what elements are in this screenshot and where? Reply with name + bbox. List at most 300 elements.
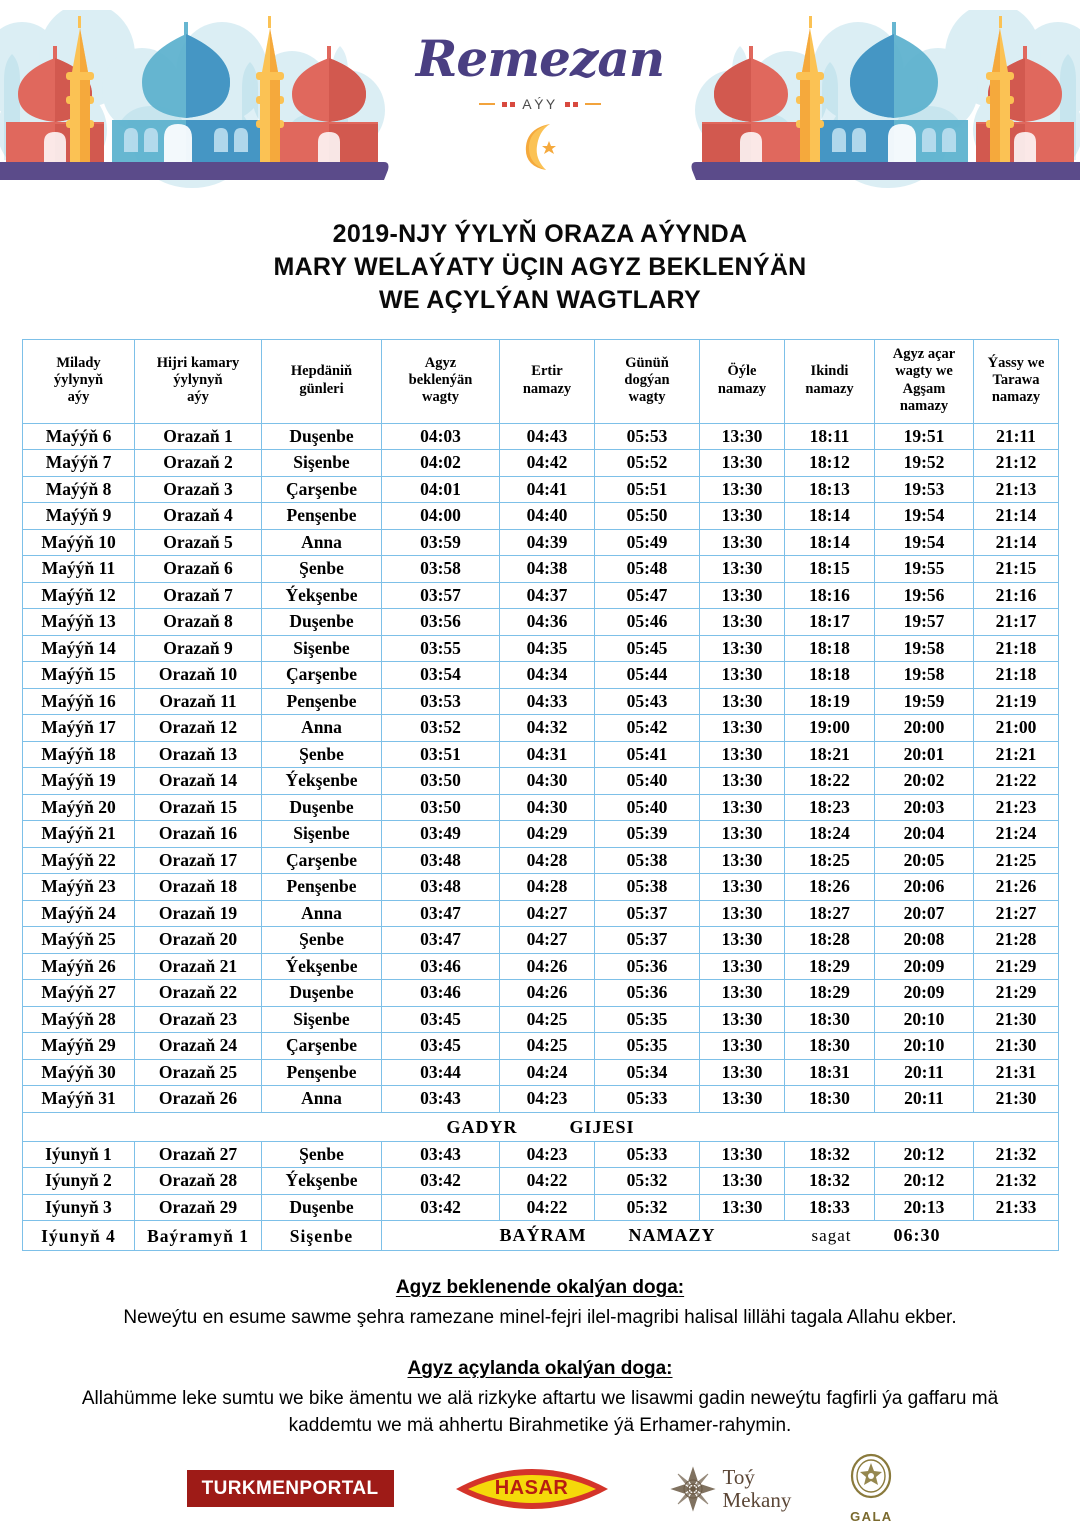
- table-cell-9: 21:28: [974, 927, 1059, 954]
- table-cell-0: Maýýň 27: [23, 980, 135, 1007]
- table-column-header-8: [875, 340, 974, 424]
- table-column-header-7: [785, 340, 875, 424]
- prayer-schedule-table: [22, 339, 1059, 1251]
- table-cell-3: 03:58: [382, 556, 500, 583]
- table-cell-2: Anna: [262, 1086, 382, 1113]
- table-cell-9: 21:25: [974, 847, 1059, 874]
- logo-gala-text: GALA: [850, 1509, 893, 1524]
- table-cell-7: 18:30: [785, 1006, 875, 1033]
- table-cell-6: 13:30: [700, 794, 785, 821]
- logo-subtitle: AÝY: [522, 96, 558, 112]
- table-cell-1: Orazaň 24: [135, 1033, 262, 1060]
- table-cell-8: 19:57: [875, 609, 974, 636]
- table-cell-3: 03:46: [382, 953, 500, 980]
- table-cell-6: 13:30: [700, 874, 785, 901]
- logo-toy-mekany-text: [723, 1466, 792, 1510]
- table-cell-6: 13:30: [700, 953, 785, 980]
- table-cell-4: 04:25: [500, 1033, 595, 1060]
- table-cell-1: Orazaň 27: [135, 1141, 262, 1168]
- ornamental-star-icon: [670, 1466, 716, 1512]
- table-cell-5: 05:40: [595, 768, 700, 795]
- table-cell-8: 19:56: [875, 582, 974, 609]
- doga-body-fast-begin: Neweýtu en esume sawme şehra ramezane minel-fejri ilel-magribi halisal lillähi tagala Allahu ekber.: [123, 1307, 957, 1329]
- table-cell-4: 04:28: [500, 874, 595, 901]
- table-cell-2: Penşenbe: [262, 874, 382, 901]
- table-cell-1: Orazaň 3: [135, 476, 262, 503]
- table-column-header-line: Günüň: [625, 354, 669, 371]
- table-cell-3: 03:44: [382, 1059, 500, 1086]
- table-cell-1: Orazaň 25: [135, 1059, 262, 1086]
- table-cell-8: 20:08: [875, 927, 974, 954]
- table-cell-0: Maýýň 24: [23, 900, 135, 927]
- table-column-header-line: Hepdäniň: [290, 363, 353, 380]
- table-column-header-line: aýy: [187, 389, 209, 406]
- table-cell-0: Maýýň 13: [23, 609, 135, 636]
- table-column-header-5: [595, 340, 700, 424]
- table-column-header-line: wagty: [421, 389, 460, 406]
- table-cell-8: 19:54: [875, 529, 974, 556]
- table-cell-9: 21:15: [974, 556, 1059, 583]
- table-column-header-0: [23, 340, 135, 424]
- gadyr-gijesi-banner-cell: [23, 1112, 1059, 1141]
- table-row: [23, 794, 1059, 821]
- table-cell-8: 19:52: [875, 450, 974, 477]
- table-row: [23, 927, 1059, 954]
- table-cell-2: Anna: [262, 900, 382, 927]
- logo-wordmark: Remezan: [415, 29, 665, 88]
- table-cell-0: Maýýň 21: [23, 821, 135, 848]
- table-cell-0: Maýýň 20: [23, 794, 135, 821]
- table-cell-2: Sişenbe: [262, 450, 382, 477]
- table-row: [23, 715, 1059, 742]
- table-cell-2: Anna: [262, 715, 382, 742]
- table-cell-6: 13:30: [700, 715, 785, 742]
- table-column-header-line: Ýassy we: [987, 354, 1045, 371]
- table-cell-4: 04:39: [500, 529, 595, 556]
- table-cell-5: 05:53: [595, 423, 700, 450]
- table-cell-1: Orazaň 7: [135, 582, 262, 609]
- table-cell-3: 03:57: [382, 582, 500, 609]
- dot-pair-left: [502, 102, 515, 107]
- table-cell-9: 21:30: [974, 1006, 1059, 1033]
- table-column-header-line: Tarawa: [992, 372, 1040, 389]
- table-cell-1: Orazaň 15: [135, 794, 262, 821]
- table-cell-4: 04:22: [500, 1168, 595, 1195]
- divider-dash-right: [585, 103, 601, 106]
- bayram-namazy-cell: [382, 1221, 1059, 1251]
- logo-hasar-text: HASAR: [494, 1477, 569, 1499]
- table-cell-8: 20:00: [875, 715, 974, 742]
- table-cell-6: 13:30: [700, 1086, 785, 1113]
- table-cell-5: 05:38: [595, 874, 700, 901]
- table-cell-6: 13:30: [700, 741, 785, 768]
- table-column-header-line: namazy: [991, 389, 1041, 406]
- bayram-word-2: NAMAZY: [628, 1225, 716, 1246]
- mosque-skyline-illustration-left: [0, 10, 392, 190]
- table-cell-1: Orazaň 17: [135, 847, 262, 874]
- table-cell-3: 04:02: [382, 450, 500, 477]
- table-cell-4: 04:32: [500, 715, 595, 742]
- table-column-header-line: Hijri kamary: [156, 354, 240, 371]
- table-cell-0: Maýýň 31: [23, 1086, 135, 1113]
- doga-heading-fast-begin: Agyz beklenende okalýan doga:: [395, 1277, 685, 1299]
- table-column-header-line: ýylynyň: [53, 372, 104, 389]
- table-row: [23, 953, 1059, 980]
- table-cell-4: 04:38: [500, 556, 595, 583]
- remezan-logo: [390, 29, 690, 172]
- table-column-header-line: dogýan: [624, 372, 670, 389]
- table-column-header-line: Agyz: [424, 354, 457, 371]
- table-cell-5: 05:36: [595, 953, 700, 980]
- table-cell-6: 13:30: [700, 688, 785, 715]
- table-column-header-6: [700, 340, 785, 424]
- table-cell-1: Orazaň 26: [135, 1086, 262, 1113]
- table-cell-8: 20:12: [875, 1168, 974, 1195]
- table-row: [23, 423, 1059, 450]
- table-cell-8: 20:02: [875, 768, 974, 795]
- table-cell-4: 04:23: [500, 1086, 595, 1113]
- table-cell-2: Ýekşenbe: [262, 953, 382, 980]
- table-cell-6: 13:30: [700, 450, 785, 477]
- table-cell-8: 20:03: [875, 794, 974, 821]
- table-cell-9: 21:12: [974, 450, 1059, 477]
- table-cell-4: 04:31: [500, 741, 595, 768]
- table-cell-1: Orazaň 18: [135, 874, 262, 901]
- table-cell-5: 05:35: [595, 1006, 700, 1033]
- bayram-word-3: sagat: [811, 1226, 852, 1246]
- table-cell-2: Duşenbe: [262, 980, 382, 1007]
- table-cell-9: 21:33: [974, 1194, 1059, 1221]
- table-cell-5: 05:43: [595, 688, 700, 715]
- table-cell-7: 18:26: [785, 874, 875, 901]
- table-cell-7: 18:19: [785, 688, 875, 715]
- table-cell-3: 03:52: [382, 715, 500, 742]
- table-cell-2: Çarşenbe: [262, 662, 382, 689]
- table-cell-1: Orazaň 29: [135, 1194, 262, 1221]
- table-cell-5: 05:39: [595, 821, 700, 848]
- table-cell-4: 04:30: [500, 794, 595, 821]
- table-cell-2: Penşenbe: [262, 503, 382, 530]
- table-row: [23, 1006, 1059, 1033]
- table-cell-6: 13:30: [700, 662, 785, 689]
- table-cell-9: 21:23: [974, 794, 1059, 821]
- table-row: [23, 450, 1059, 477]
- table-cell-3: 03:45: [382, 1006, 500, 1033]
- bayram-word-1: BAÝRAM: [499, 1225, 587, 1246]
- table-cell-4: 04:28: [500, 847, 595, 874]
- table-cell-0: Maýýň 12: [23, 582, 135, 609]
- table-cell-7: 18:30: [785, 1086, 875, 1113]
- table-column-header-9: [974, 340, 1059, 424]
- table-cell-0: Maýýň 25: [23, 927, 135, 954]
- table-cell-9: 21:18: [974, 662, 1059, 689]
- table-cell-6: 13:30: [700, 1033, 785, 1060]
- table-cell-5: 05:41: [595, 741, 700, 768]
- table-cell-8: 20:06: [875, 874, 974, 901]
- table-cell-5: 05:49: [595, 529, 700, 556]
- table-cell-6: 13:30: [700, 847, 785, 874]
- table-cell-6: 13:30: [700, 980, 785, 1007]
- table-cell-3: 03:48: [382, 874, 500, 901]
- table-cell-2: Şenbe: [262, 741, 382, 768]
- table-column-header-line: beklenýän: [408, 372, 473, 389]
- table-cell-3: 03:42: [382, 1194, 500, 1221]
- table-cell-5: 05:46: [595, 609, 700, 636]
- table-cell-4: 04:27: [500, 927, 595, 954]
- table-cell-4: 04:26: [500, 953, 595, 980]
- table-column-header-4: [500, 340, 595, 424]
- table-column-header-line: günleri: [299, 380, 344, 397]
- table-cell-5: 05:33: [595, 1086, 700, 1113]
- table-cell-0: Maýýň 18: [23, 741, 135, 768]
- table-cell-2: Anna: [262, 529, 382, 556]
- table-cell-9: 21:32: [974, 1141, 1059, 1168]
- table-cell-9: 21:30: [974, 1086, 1059, 1113]
- table-cell-8: 20:11: [875, 1059, 974, 1086]
- table-cell-1: Orazaň 23: [135, 1006, 262, 1033]
- table-cell-3: 03:47: [382, 900, 500, 927]
- table-row: [23, 688, 1059, 715]
- table-cell-7: 18:28: [785, 927, 875, 954]
- table-cell-4: 04:25: [500, 1006, 595, 1033]
- table-body: [23, 423, 1059, 1251]
- table-cell-7: 18:29: [785, 953, 875, 980]
- doga-heading-fast-break: Agyz açylanda okalýan doga:: [407, 1358, 673, 1380]
- table-cell-9: 21:22: [974, 768, 1059, 795]
- logo-turkmenportal[interactable]: TURKMENPORTAL: [187, 1470, 394, 1507]
- table-cell-8: 20:07: [875, 900, 974, 927]
- table-cell-9: 21:16: [974, 582, 1059, 609]
- doga-section-fast-begin: [0, 1277, 1080, 1332]
- table-row: [23, 1168, 1059, 1195]
- table-row: [23, 1141, 1059, 1168]
- table-cell-8: 20:10: [875, 1033, 974, 1060]
- table-row: [23, 1059, 1059, 1086]
- table-cell-0: Maýýň 29: [23, 1033, 135, 1060]
- table-cell-7: 18:18: [785, 662, 875, 689]
- table-row: [23, 556, 1059, 583]
- table-cell-9: 21:19: [974, 688, 1059, 715]
- table-cell-6: 13:30: [700, 768, 785, 795]
- table-column-header-line: Agşam: [902, 380, 946, 397]
- mosque-skyline-illustration-right: [688, 10, 1080, 190]
- table-cell-3: 03:48: [382, 847, 500, 874]
- header-banner: [0, 0, 1080, 200]
- divider-dash-left: [479, 103, 495, 106]
- table-cell-4: 04:42: [500, 450, 595, 477]
- table-cell-1: Orazaň 21: [135, 953, 262, 980]
- table-cell-2: Penşenbe: [262, 1059, 382, 1086]
- table-cell-6: 13:30: [700, 529, 785, 556]
- table-cell-2: Duşenbe: [262, 609, 382, 636]
- table-cell-1: Orazaň 28: [135, 1168, 262, 1195]
- table-cell-9: 21:14: [974, 503, 1059, 530]
- table-cell-5: 05:50: [595, 503, 700, 530]
- table-row: [23, 529, 1059, 556]
- table-row: [23, 741, 1059, 768]
- table-cell-6: 13:30: [700, 900, 785, 927]
- table-cell-8: 19:54: [875, 503, 974, 530]
- table-cell-8: 20:09: [875, 953, 974, 980]
- table-cell-4: 04:23: [500, 1141, 595, 1168]
- table-cell-9: 21:32: [974, 1168, 1059, 1195]
- table-cell-0: Maýýň 28: [23, 1006, 135, 1033]
- table-cell-7: 18:13: [785, 476, 875, 503]
- table-cell-5: 05:45: [595, 635, 700, 662]
- table-cell-9: 21:26: [974, 874, 1059, 901]
- table-cell-8: 20:09: [875, 980, 974, 1007]
- table-cell-7: 18:25: [785, 847, 875, 874]
- table-row: [23, 635, 1059, 662]
- table-cell-7: 18:29: [785, 980, 875, 1007]
- table-cell-1: Orazaň 1: [135, 423, 262, 450]
- table-cell-0: Maýýň 9: [23, 503, 135, 530]
- footer-logos: [0, 1453, 1080, 1524]
- table-cell-6: 13:30: [700, 821, 785, 848]
- table-cell-3: 03:47: [382, 927, 500, 954]
- table-cell-7: 18:33: [785, 1194, 875, 1221]
- table-row: [23, 503, 1059, 530]
- table-cell-1: Orazaň 12: [135, 715, 262, 742]
- table-cell-0: Iýunyň 4: [23, 1221, 135, 1251]
- table-cell-6: 13:30: [700, 1194, 785, 1221]
- table-cell-8: 20:11: [875, 1086, 974, 1113]
- table-cell-5: 05:36: [595, 980, 700, 1007]
- table-cell-0: Maýýň 26: [23, 953, 135, 980]
- table-cell-0: Maýýň 10: [23, 529, 135, 556]
- table-cell-0: Maýýň 14: [23, 635, 135, 662]
- table-cell-4: 04:29: [500, 821, 595, 848]
- table-cell-7: 18:23: [785, 794, 875, 821]
- table-cell-2: Duşenbe: [262, 794, 382, 821]
- gadyr-gijesi-banner-row: [23, 1112, 1059, 1141]
- table-cell-6: 13:30: [700, 609, 785, 636]
- gadyr-word-1: GADYR: [446, 1116, 518, 1137]
- page-title-line-3: WE AÇYLÝAN WAGTLARY: [379, 286, 701, 314]
- table-cell-1: Orazaň 11: [135, 688, 262, 715]
- table-cell-6: 13:30: [700, 1168, 785, 1195]
- table-cell-8: 20:13: [875, 1194, 974, 1221]
- page-title-line-1: 2019-NJY ÝYLYŇ ORAZA AÝYNDA: [332, 220, 748, 248]
- table-cell-7: 18:32: [785, 1141, 875, 1168]
- table-cell-2: Duşenbe: [262, 1194, 382, 1221]
- table-cell-0: Maýýň 16: [23, 688, 135, 715]
- table-cell-3: 03:56: [382, 609, 500, 636]
- table-cell-1: Orazaň 19: [135, 900, 262, 927]
- table-cell-0: Maýýň 30: [23, 1059, 135, 1086]
- table-cell-3: 03:45: [382, 1033, 500, 1060]
- table-cell-9: 21:24: [974, 821, 1059, 848]
- table-cell-8: 20:10: [875, 1006, 974, 1033]
- table-cell-4: 04:27: [500, 900, 595, 927]
- table-column-header-line: wagty we: [895, 363, 953, 380]
- table-cell-3: 03:46: [382, 980, 500, 1007]
- table-cell-6: 13:30: [700, 1059, 785, 1086]
- dot-pair-right: [565, 102, 578, 107]
- table-cell-0: Maýýň 23: [23, 874, 135, 901]
- table-cell-3: 04:00: [382, 503, 500, 530]
- logo-hasar[interactable]: [452, 1467, 612, 1511]
- logo-toy-line-2: Mekany: [722, 1487, 792, 1512]
- table-cell-0: Maýýň 11: [23, 556, 135, 583]
- logo-toy-mekany[interactable]: [670, 1466, 792, 1512]
- table-cell-8: 20:04: [875, 821, 974, 848]
- table-cell-5: 05:48: [595, 556, 700, 583]
- table-cell-4: 04:22: [500, 1194, 595, 1221]
- gala-medallion-icon: [849, 1453, 893, 1503]
- table-cell-7: 18:14: [785, 529, 875, 556]
- table-column-header-line: Öýle: [727, 363, 757, 380]
- table-cell-3: 03:43: [382, 1141, 500, 1168]
- table-cell-8: 19:58: [875, 635, 974, 662]
- table-cell-5: 05:32: [595, 1194, 700, 1221]
- table-cell-0: Iýunyň 3: [23, 1194, 135, 1221]
- logo-toy-line-1: Toý: [722, 1465, 755, 1490]
- table-cell-6: 13:30: [700, 635, 785, 662]
- table-cell-9: 21:11: [974, 423, 1059, 450]
- page-title: [0, 218, 1080, 317]
- bayram-namazy-row: [23, 1221, 1059, 1251]
- logo-gala[interactable]: [849, 1453, 893, 1524]
- table-cell-3: 03:54: [382, 662, 500, 689]
- table-cell-0: Maýýň 8: [23, 476, 135, 503]
- table-header: [23, 340, 1059, 424]
- table-cell-7: 18:22: [785, 768, 875, 795]
- moon-wrap: [390, 120, 690, 172]
- table-cell-2: Şenbe: [262, 556, 382, 583]
- table-cell-1: Orazaň 14: [135, 768, 262, 795]
- table-cell-2: Çarşenbe: [262, 1033, 382, 1060]
- table-cell-4: 04:26: [500, 980, 595, 1007]
- table-cell-9: 21:30: [974, 1033, 1059, 1060]
- table-cell-1: Orazaň 22: [135, 980, 262, 1007]
- table-cell-3: 03:53: [382, 688, 500, 715]
- table-cell-7: 18:17: [785, 609, 875, 636]
- table-cell-4: 04:35: [500, 635, 595, 662]
- table-cell-5: 05:35: [595, 1033, 700, 1060]
- table-cell-2: Sişenbe: [262, 635, 382, 662]
- table-cell-2: Ýekşenbe: [262, 582, 382, 609]
- gadyr-word-2: GIJESI: [569, 1116, 635, 1137]
- table-cell-3: 03:59: [382, 529, 500, 556]
- table-cell-9: 21:29: [974, 953, 1059, 980]
- table-cell-6: 13:30: [700, 927, 785, 954]
- table-cell-1: Orazaň 16: [135, 821, 262, 848]
- table-cell-2: Duşenbe: [262, 423, 382, 450]
- table-cell-7: 18:30: [785, 1033, 875, 1060]
- table-cell-3: 04:03: [382, 423, 500, 450]
- table-cell-0: Iýunyň 2: [23, 1168, 135, 1195]
- table-cell-3: 04:01: [382, 476, 500, 503]
- table-row: [23, 1194, 1059, 1221]
- table-cell-5: 05:37: [595, 900, 700, 927]
- table-cell-2: Sişenbe: [262, 821, 382, 848]
- table-cell-7: 18:15: [785, 556, 875, 583]
- table-row: [23, 1033, 1059, 1060]
- table-cell-7: 18:24: [785, 821, 875, 848]
- table-cell-4: 04:24: [500, 1059, 595, 1086]
- table-cell-1: Orazaň 20: [135, 927, 262, 954]
- table-cell-8: 19:55: [875, 556, 974, 583]
- table-row: [23, 821, 1059, 848]
- table-cell-5: 05:37: [595, 927, 700, 954]
- table-column-header-2: [262, 340, 382, 424]
- table-cell-4: 04:30: [500, 768, 595, 795]
- table-column-header-line: Agyz açar: [892, 346, 956, 362]
- table-cell-3: 03:50: [382, 768, 500, 795]
- table-column-header-line: namazy: [805, 380, 854, 397]
- table-cell-8: 19:59: [875, 688, 974, 715]
